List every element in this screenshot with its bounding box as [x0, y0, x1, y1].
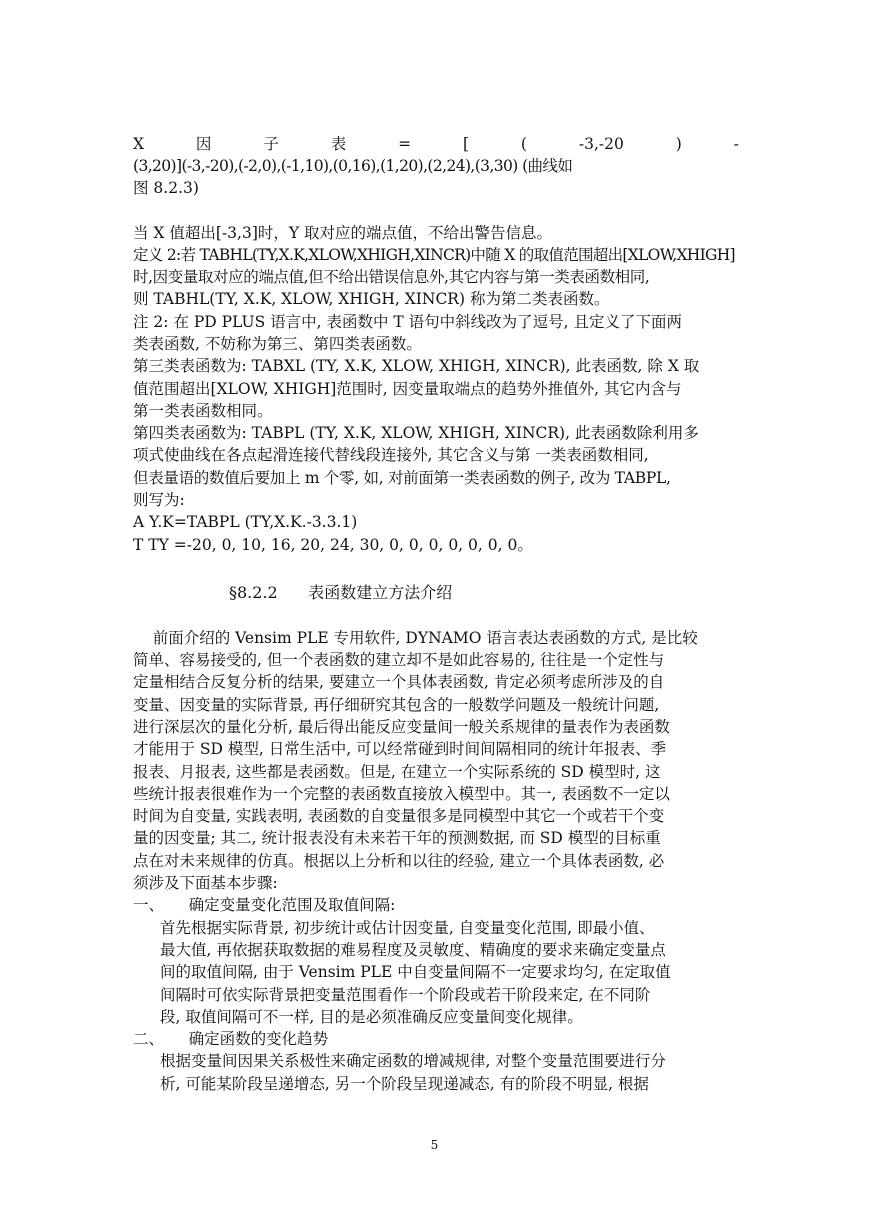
code-line: A Y.K=TABPL (TY,X.K.-3.3.1) — [133, 513, 358, 531]
code-line: T TY =-20, 0, 10, 16, 20, 24, 30, 0, 0, 0, 0, 0, 0, 0。 — [133, 536, 533, 554]
token: 因 — [195, 135, 212, 153]
text-line: 定量相结合反复分析的结果, 要建立一个具体表函数, 肯定必须考虑所涉及的自 — [133, 673, 665, 691]
text-line: 间的取值间隔, 由于 Vensim PLE 中自变量间隔不一定要求均匀, 在定取值 — [160, 963, 671, 981]
text-line: 最大值, 再依据获取数据的难易程度及灵敏度、精确度的要求来确定变量点 — [160, 941, 666, 959]
text-line: 注 2: 在 PD PLUS 语言中, 表函数中 T 语句中斜线改为了逗号, 且定义了下面两 — [133, 313, 683, 331]
step-heading: 二、 确定函数的变化趋势 — [133, 1030, 329, 1048]
text-line: 时,因变量取对应的端点值,但不给出错误信息外,其它内容与第一类表函数相同, — [133, 268, 650, 286]
text-line: 类表函数, 不妨称为第三、第四类表函数。 — [133, 335, 422, 353]
text-line: 时间为自变量, 实践表明, 表函数的自变量很多是同模型中其它一个或若干个变 — [133, 807, 665, 825]
text-line: 则写为: — [133, 491, 185, 509]
text-line: 点在对未来规律的仿真。根据以上分析和以往的经验, 建立一个具体表函数, 必 — [133, 852, 665, 870]
text-line: 须涉及下面基本步骤: — [133, 874, 278, 892]
text-line: 但表量语的数值后要加上 m 个零, 如, 对前面第一类表函数的例子, 改为 TABPL, — [133, 469, 671, 487]
text-line: 第四类表函数为: TABPL (TY, X.K, XLOW, XHIGH, XINCR), 此表函数除利用多 — [133, 424, 699, 442]
text-line: 则 TABHL(TY, X.K, XLOW, XHIGH, XINCR) 称为第二类表函数。 — [133, 290, 610, 308]
text-line: 首先根据实际背景, 初步统计或估计因变量, 自变量变化范围, 即最小值、 — [160, 919, 655, 937]
x-table-line-3: 图 8.2.3) — [133, 179, 199, 197]
text-line: 析, 可能某阶段呈递增态, 另一个阶段呈现递减态, 有的阶段不明显, 根据 — [160, 1075, 649, 1093]
text-line: 第三类表函数为: TABXL (TY, X.K, XLOW, XHIGH, XINCR), 此表函数, 除 X 取 — [133, 357, 700, 375]
token: - — [733, 135, 739, 153]
text-line: 报表、月报表, 这些都是表函数。但是, 在建立一个实际系统的 SD 模型时, 这 — [133, 763, 661, 781]
text-line: 间隔时可依实际背景把变量范围看作一个阶段或若干阶段来定, 在不同阶 — [160, 986, 651, 1004]
token: ) — [675, 135, 682, 153]
x-table-line-2: (3,20)](-3,-20),(-2,0),(-1,10),(0,16),(1,20),(2,24),(3,30) (曲线如 — [133, 157, 573, 175]
text-line: 根据变量间因果关系极性来确定函数的增减规律, 对整个变量范围要进行分 — [160, 1052, 666, 1070]
text-line: 前面介绍的 Vensim PLE 专用软件, DYNAMO 语言表达表函数的方式, 是比较 — [133, 629, 698, 647]
token: = — [398, 135, 412, 153]
token: X — [133, 135, 145, 153]
step-heading: 一、 确定变量变化范围及取值间隔: — [133, 896, 396, 914]
section-heading: §8.2.2 表函数建立方法介绍 — [229, 583, 453, 602]
text-line: 进行深层次的量化分析, 最后得出能反应变量间一般关系规律的量表作为表函数 — [133, 718, 670, 736]
token: 表 — [330, 135, 347, 153]
text-line: 值范围超出[XLOW, XHIGH]范围时, 因变量取端点的趋势外推值外, 其它内含与 — [133, 380, 682, 398]
token: 子 — [263, 135, 279, 153]
page-number: 5 — [430, 1138, 439, 1152]
token: ( — [520, 135, 527, 153]
text-line: 才能用于 SD 模型, 日常生活中, 可以经常碰到时间间隔相同的统计年报表、季 — [133, 740, 667, 758]
text-line: 变量、因变量的实际背景, 再仔细研究其包含的一般数学问题及一般统计问题, — [133, 696, 660, 714]
text-line: 简单、容易接受的, 但一个表函数的建立却不是如此容易的, 往往是一个定性与 — [133, 651, 665, 669]
x-table-line-1 — [133, 133, 739, 155]
text-line: 项式使曲线在各点起滑连接代替线段连接外, 其它含义与第 一类表函数相同, — [133, 446, 649, 464]
text-line: 量的因变量; 其二, 统计报表没有未来若干年的预测数据, 而 SD 模型的目标重 — [133, 829, 661, 847]
token: [ — [462, 135, 470, 153]
text-line: 第一类表函数相同。 — [133, 402, 273, 420]
text-line: 些统计报表很难作为一个完整的表函数直接放入模型中。其一, 表函数不一定以 — [133, 785, 670, 803]
token: -3,-20 — [578, 135, 624, 153]
text-line: 定义 2:若 TABHL(TY,X.K,XLOW,XHIGH,XINCR)中随 X 的取值范围超出[XLOW,XHIGH] — [133, 246, 735, 264]
text-line: 当 X 值超出[-3,3]时，Y 取对应的端点值，不给出警告信息。 — [133, 224, 553, 242]
text-line: 段, 取值间隔可不一样, 目的是必须准确反应变量间变化规律。 — [160, 1008, 583, 1026]
